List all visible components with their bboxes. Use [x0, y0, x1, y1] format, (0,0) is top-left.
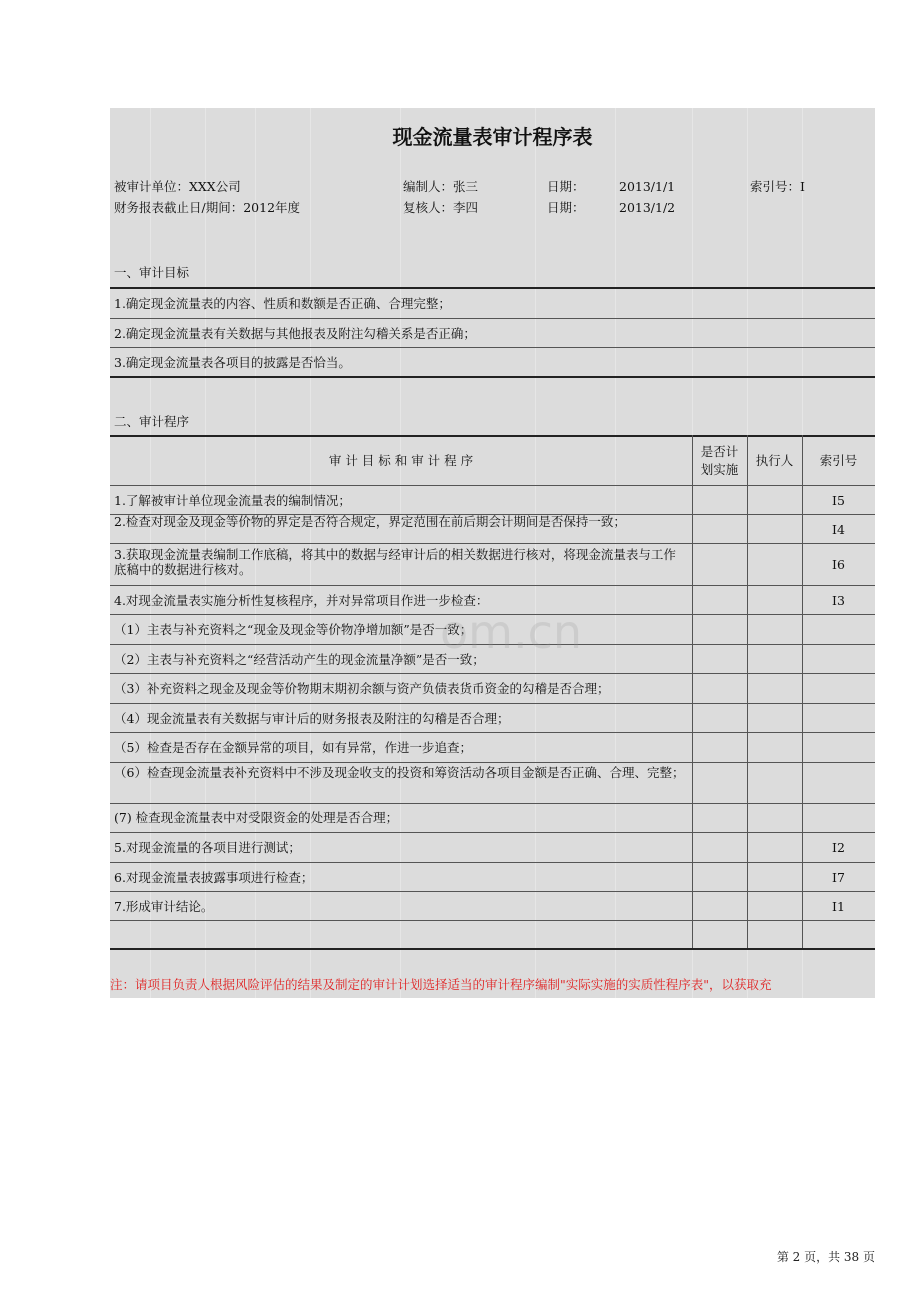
page-number: 第 2 页，共 38 页	[776, 1250, 875, 1264]
rule	[110, 585, 875, 586]
procedure-row: (7) 检查现金流量表中对受限资金的处理是否合理；	[114, 810, 399, 825]
rule	[110, 287, 875, 289]
rule	[110, 891, 875, 892]
rule	[110, 673, 875, 674]
worksheet	[110, 108, 875, 998]
row-index: I4	[832, 522, 845, 537]
rule	[110, 832, 875, 833]
rule	[110, 435, 875, 437]
date-value-2: 2013/1/2	[619, 200, 676, 215]
rule	[110, 803, 875, 804]
rule	[110, 732, 875, 733]
row-index: I6	[832, 557, 845, 572]
procedure-row: （5）检查是否存在金额异常的项目，如有异常，作进一步追查；	[114, 740, 472, 755]
preparer: 编制人：张三	[403, 179, 479, 194]
rule	[110, 318, 875, 319]
column-header-planned-1: 是否计	[700, 444, 739, 459]
rule	[110, 376, 875, 378]
row-index: I1	[832, 899, 845, 914]
objective-item: 1.确定现金流量表的内容、性质和数额是否正确、合理完整；	[114, 296, 451, 311]
procedure-row: 7.形成审计结论。	[114, 899, 214, 914]
procedure-row: 2.检查对现金及现金等价物的界定是否符合规定，界定范围在前后期会计期间是否保持一致；	[114, 514, 626, 529]
date-label-2: 日期：	[547, 200, 585, 215]
procedure-row: 6.对现金流量表披露事项进行检查；	[114, 870, 314, 885]
footnote: 注：请项目负责人根据风险评估的结果及制定的审计计划选择适当的审计程序编制"实际实施的实质性程序表"，以获取充	[110, 977, 772, 992]
rule	[110, 762, 875, 763]
column-divider	[692, 435, 693, 949]
column-header-executor: 执行人	[755, 453, 794, 468]
rule	[110, 347, 875, 348]
procedure-row: 3.获取现金流量表编制工作底稿，将其中的数据与经审计后的相关数据进行核对，将现金流量表与工作底稿中的数据进行核对。	[114, 547, 676, 577]
column-header-index: 索引号	[819, 453, 858, 468]
rule	[110, 862, 875, 863]
procedure-row: （2）主表与补充资料之“经营活动产生的现金流量净额”是否一致；	[114, 652, 485, 667]
column-divider	[747, 435, 748, 949]
row-index: I7	[832, 870, 845, 885]
row-index: I3	[832, 593, 845, 608]
column-header-planned-2: 划实施	[700, 462, 739, 477]
objective-item: 2.确定现金流量表有关数据与其他报表及附注勾稽关系是否正确；	[114, 326, 476, 341]
row-index: I5	[832, 493, 845, 508]
section-heading-objectives: 一、审计目标	[114, 265, 190, 280]
rule	[110, 948, 875, 950]
procedure-row: 5.对现金流量的各项目进行测试；	[114, 840, 301, 855]
procedure-row: （3）补充资料之现金及现金等价物期末期初余额与资产负债表货币资金的勾稽是否合理；	[114, 681, 610, 696]
rule	[110, 485, 875, 486]
rule	[110, 543, 875, 544]
report-period: 财务报表截止日/期间：2012年度	[114, 200, 301, 215]
watermark-text: om.cn	[440, 605, 583, 659]
section-heading-procedures: 二、审计程序	[114, 414, 190, 429]
page-title: 现金流量表审计程序表	[392, 125, 593, 149]
rule	[110, 703, 875, 704]
reviewer: 复核人：李四	[403, 200, 479, 215]
audited-unit: 被审计单位：XXX公司	[114, 179, 241, 194]
index-number: 索引号：I	[750, 179, 805, 194]
column-header-procedure: 审 计 目 标 和 审 计 程 序	[328, 453, 474, 468]
objective-item: 3.确定现金流量表各项目的披露是否恰当。	[114, 355, 351, 370]
procedure-row: （4）现金流量表有关数据与审计后的财务报表及附注的勾稽是否合理；	[114, 711, 510, 726]
procedure-row: （6）检查现金流量表补充资料中不涉及现金收支的投资和筹资活动各项目金额是否正确、合理、完整；	[114, 765, 685, 780]
rule	[110, 920, 875, 921]
procedure-row: （1）主表与补充资料之“现金及现金等价物净增加额”是否一致；	[114, 622, 473, 637]
procedure-row: 4.对现金流量表实施分析性复核程序，并对异常项目作进一步检查：	[114, 593, 489, 608]
row-index: I2	[832, 840, 845, 855]
date-value-1: 2013/1/1	[619, 179, 676, 194]
procedure-row: 1.了解被审计单位现金流量表的编制情况；	[114, 493, 351, 508]
date-label-1: 日期：	[547, 179, 585, 194]
